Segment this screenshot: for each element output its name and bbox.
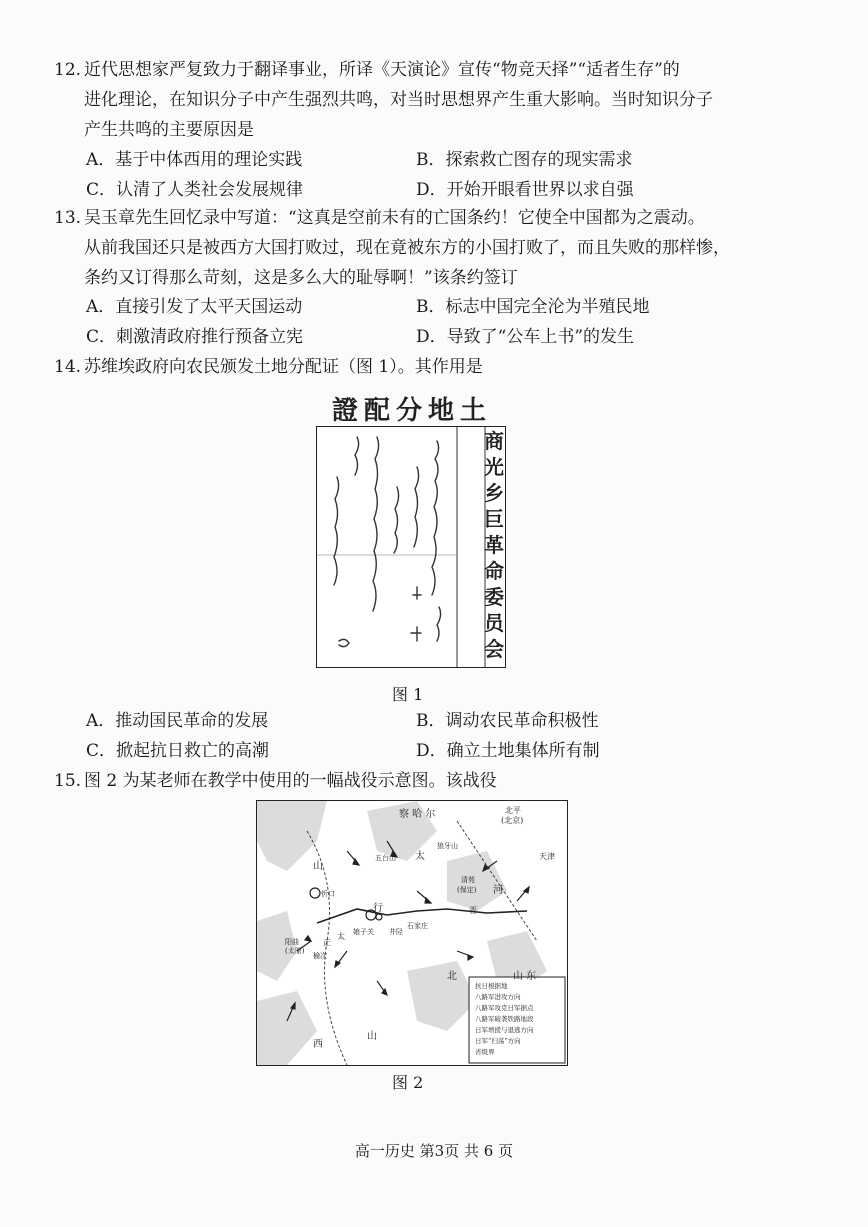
option-a[interactable]: A．基于中体西用的理论实践 — [86, 150, 303, 170]
option-c[interactable]: C．认清了人类社会发展规律 — [86, 180, 304, 200]
option-a[interactable]: A．推动国民革命的发展 — [86, 711, 269, 731]
page-footer: 高一历史 第3页 共 6 页 — [354, 1142, 514, 1160]
legend-item: 八路军破袭铁路地段 — [475, 1015, 534, 1023]
map-label-baoding: 清苑 — [461, 876, 475, 884]
map-label-beiping: 北平 — [505, 806, 521, 815]
question-number: 12. — [54, 60, 82, 80]
map-label-langyashan: 狼牙山 — [437, 842, 458, 850]
map-label-hang: 行 — [373, 903, 383, 914]
question-stem-line: 从前我国还只是被西方大国打败过，现在竟被东方的小国打败了，而且失败的那样惨， — [84, 238, 730, 258]
question-15 — [54, 766, 784, 796]
figure-2-caption: 图 2 — [392, 1073, 424, 1092]
certificate-handwriting — [317, 427, 505, 667]
option-c[interactable]: C．刺激清政府推行预备立宪 — [86, 327, 304, 347]
figure-1-caption: 图 1 — [392, 685, 424, 704]
map-label-baoding-paren: (保定) — [457, 886, 477, 894]
question-stem-line: 条约又订得那么苛刻，这是多么大的耻辱啊！”该条约签订 — [84, 268, 518, 288]
option-d[interactable]: D．开始开眼看世界以求自强 — [416, 180, 634, 200]
map-label-shan: 山 — [313, 861, 323, 872]
map-label-beijing: (北京) — [501, 816, 524, 825]
map-label-he: 河 — [493, 885, 503, 896]
map-label-shandong: 山 东 — [513, 971, 537, 982]
question-stem-line: 图 2 为某老师在教学中使用的一幅战役示意图。该战役 — [84, 771, 497, 791]
map-label-jin: 晋 — [469, 906, 477, 915]
question-12-options — [86, 145, 766, 205]
question-number: 14. — [54, 357, 82, 377]
option-b[interactable]: B．探索救亡图存的现实需求 — [416, 150, 633, 170]
map-label-jingxing: 井陉 — [389, 928, 403, 936]
option-c[interactable]: C．掀起抗日救亡的高潮 — [86, 741, 270, 761]
question-13-options — [86, 292, 766, 352]
question-14-options — [86, 706, 766, 766]
legend-item: 八路军攻克日军据点 — [475, 1004, 534, 1012]
question-stem-line: 近代思想家严复致力于翻译事业，所译《天演论》宣传“物竞天择”“适者生存”的 — [84, 60, 680, 80]
map-legend — [475, 981, 563, 1058]
question-stem-line: 产生共鸣的主要原因是 — [84, 120, 254, 140]
map-label-shijiazhuang: 石家庄 — [407, 922, 428, 930]
question-14 — [54, 352, 784, 382]
map-label-shan2: 山 — [367, 1031, 377, 1042]
legend-item: 抗日根据地 — [475, 982, 508, 990]
map-label-chahar: 察 哈 尔 — [399, 809, 436, 820]
question-stem-line: 进化理论，在知识分子中产生强烈共鸣，对当时思想界产生重大影响。当时知识分子 — [84, 90, 713, 110]
option-a[interactable]: A．直接引发了太平天国运动 — [86, 297, 303, 317]
question-number: 13. — [54, 208, 82, 228]
map-label-xinkou: 忻口 — [321, 890, 335, 898]
map-label-zheng: 正 — [323, 938, 331, 947]
certificate-title: 證配分地土 — [331, 396, 492, 426]
question-13 — [54, 203, 784, 293]
map-label-tai: 太 — [415, 851, 425, 862]
map-label-wutaishan: 五台山 — [375, 854, 396, 862]
legend-item: 日军“扫荡”方向 — [475, 1037, 521, 1045]
map-label-bei: 北 — [447, 971, 457, 982]
map-label-taiyuan: (太原) — [285, 947, 305, 955]
option-d[interactable]: D．确立土地集体所有制 — [416, 741, 600, 761]
option-b[interactable]: B．标志中国完全沦为半殖民地 — [416, 297, 650, 317]
figure-1-certificate — [314, 390, 510, 674]
figure-2-battle-map — [256, 800, 568, 1066]
map-label-niangziguan: 娘子关 — [353, 928, 374, 936]
map-label-xi: 西 — [313, 1039, 323, 1050]
question-stem-line: 吴玉章先生回忆录中写道：“这真是空前未有的亡国条约！它使全中国都为之震动。 — [84, 208, 705, 228]
legend-item: 日军增援与退逃方向 — [475, 1026, 534, 1034]
map-label-tai2: 太 — [337, 932, 345, 941]
option-d[interactable]: D．导致了“公车上书”的发生 — [416, 327, 635, 347]
question-number: 15. — [54, 771, 82, 791]
question-12 — [54, 55, 784, 145]
legend-item: 省级界 — [475, 1048, 495, 1056]
certificate-issuer-column: 商光乡巨革命委员会 — [484, 429, 504, 661]
question-stem-line: 苏维埃政府向农民颁发土地分配证（图 1）。其作用是 — [84, 357, 483, 377]
legend-item: 八路军进攻方向 — [475, 993, 521, 1001]
map-label-tianjin: 天津 — [539, 852, 555, 861]
map-label-yuci: 榆次 — [313, 952, 327, 960]
option-b[interactable]: B．调动农民革命积极性 — [416, 711, 599, 731]
map-label-yangqu: 阳曲 — [285, 938, 299, 946]
